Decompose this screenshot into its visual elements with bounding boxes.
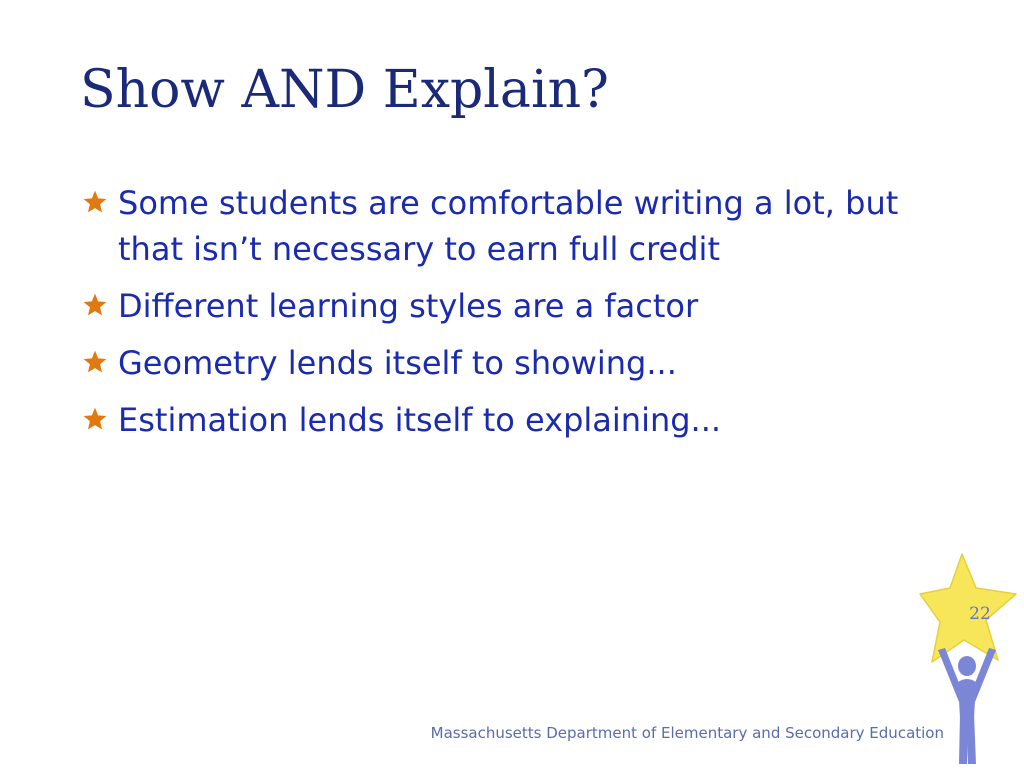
slide-title: Show AND Explain? [80,60,609,120]
bullet-text: Geometry lends itself to showing... [118,344,677,382]
bullet-text: Different learning styles are a factor [118,287,699,325]
footer-organization: Massachusetts Department of Elementary and Secondary Education [430,724,944,742]
bullet-text: Estimation lends itself to explaining... [118,401,722,439]
bullet-item [82,180,942,272]
star-icon [82,189,108,215]
bullet-list [82,180,942,454]
star-icon [82,349,108,375]
star-icon [82,406,108,432]
bullet-item [82,340,942,386]
bullet-item [82,397,942,443]
logo-figure [938,648,996,764]
star-figure-logo [918,548,1024,768]
bullet-text: Some students are comfortable writing a lot, but that isn’t necessary to earn full credit [118,184,899,268]
star-icon [82,292,108,318]
bullet-item [82,283,942,329]
page-number: 22 [969,604,991,624]
